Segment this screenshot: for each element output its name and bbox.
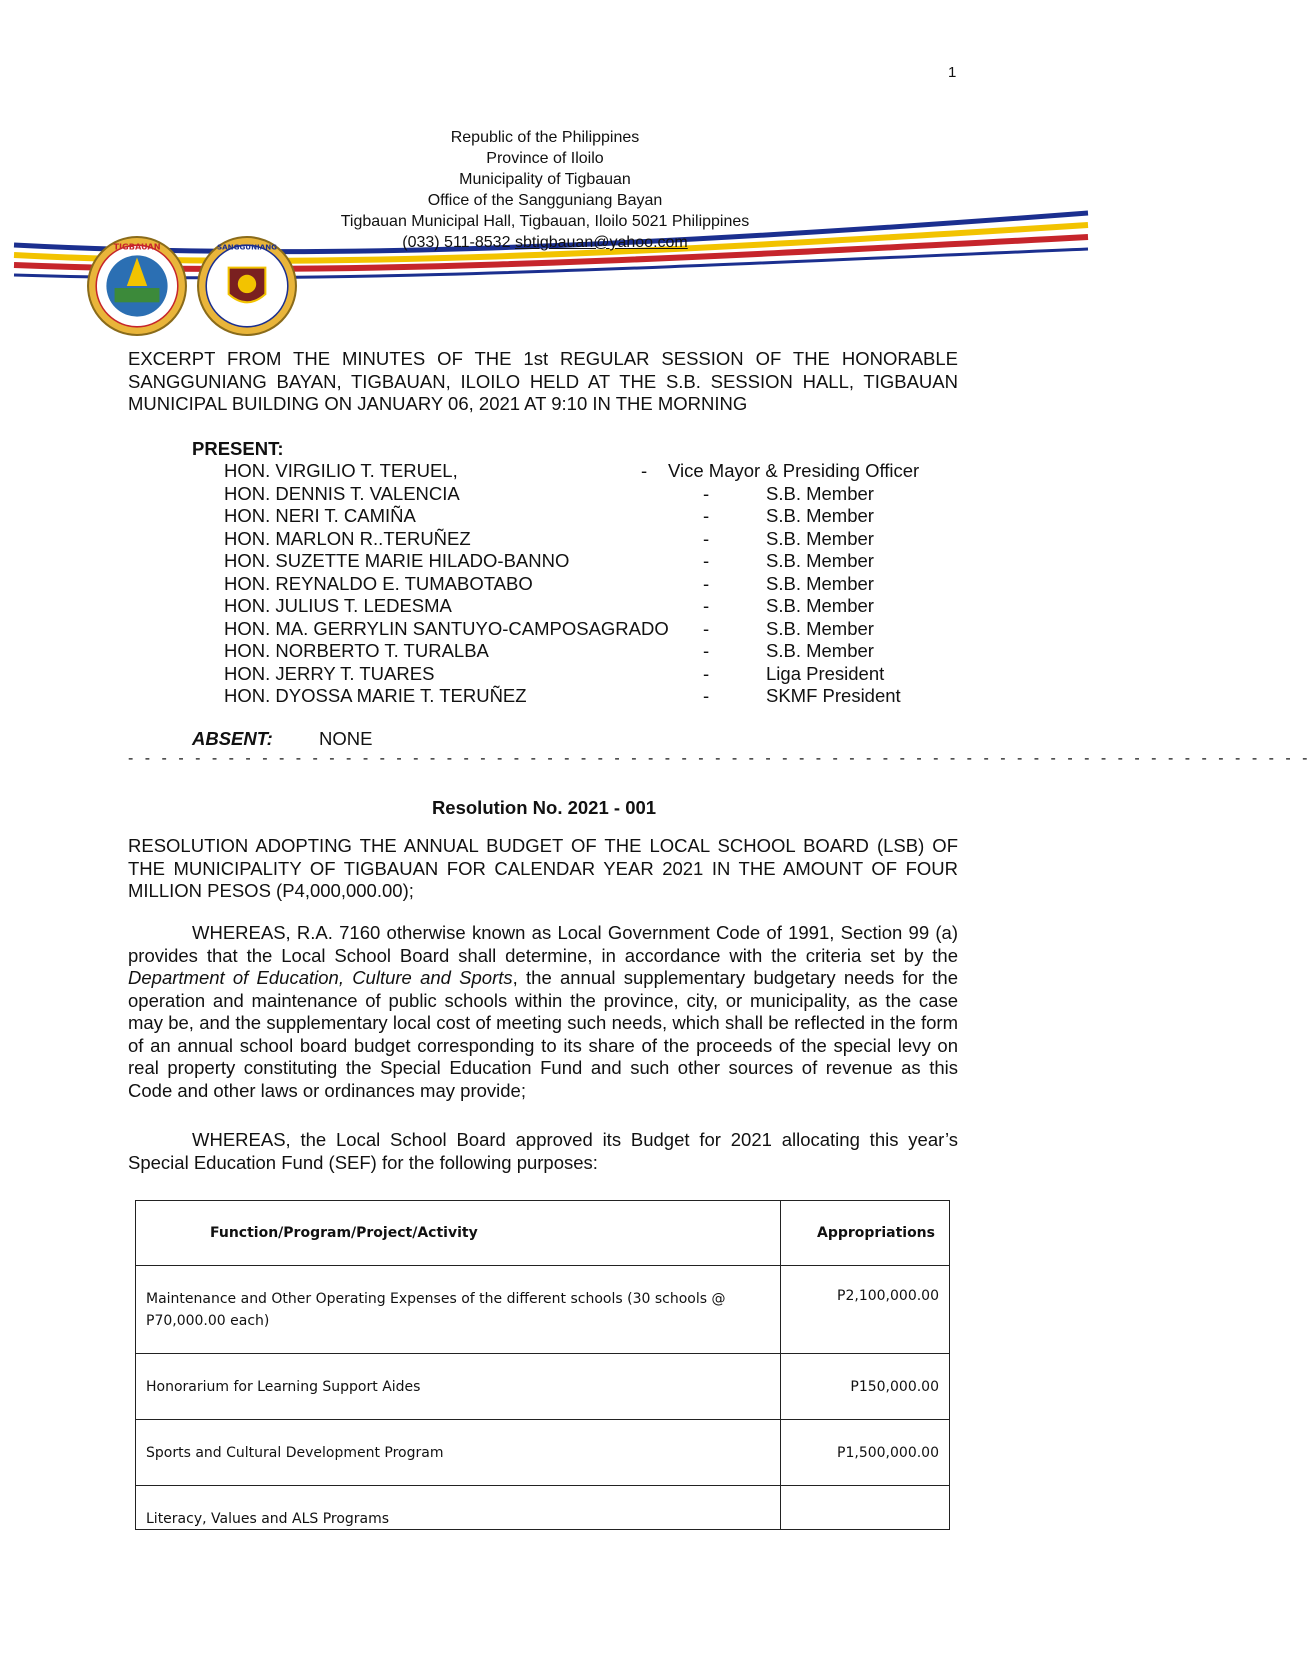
- minutes-intro: EXCERPT FROM THE MINUTES OF THE 1st REGULAR SESSION OF THE HONORABLE SANGGUNIANG BAYAN, TIGBAUAN, ILOILO HELD AT THE S.B. SESSION HALL, TIGBAUAN MUNICIPAL BUILDING ON JANUARY 06, 2021 AT 9:10 IN THE MORNING: [128, 348, 958, 414]
- table-row: [136, 1266, 950, 1354]
- member-name: HON. VIRGILIO T. TERUEL,: [224, 460, 458, 481]
- whereas-paragraph-1: [128, 922, 958, 1102]
- member-role: S.B. Member: [766, 550, 874, 571]
- member-name: HON. JULIUS T. LEDESMA: [224, 595, 452, 616]
- member-name: HON. SUZETTE MARIE HILADO-BANNO: [224, 550, 570, 571]
- letterhead-line: Tigbauan Municipal Hall, Tigbauan, Iloilo 5021 Philippines: [340, 213, 750, 230]
- member-dash: -: [641, 460, 648, 481]
- table-cell-amount: P1,500,000.00: [781, 1420, 950, 1486]
- present-label: PRESENT:: [192, 438, 284, 459]
- table-row: [136, 1354, 950, 1420]
- whereas-paragraph-2: [128, 1129, 958, 1174]
- resolution-title: RESOLUTION ADOPTING THE ANNUAL BUDGET OF THE LOCAL SCHOOL BOARD (LSB) OF THE MUNICIPALITY OF TIGBAUAN FOR CALENDAR YEAR 2021 IN THE AMOUNT OF FOUR MILLION PESOS (P4,000,000.00);: [128, 835, 958, 901]
- member-name: HON. DENNIS T. VALENCIA: [224, 482, 460, 504]
- member-dash: -: [703, 572, 710, 594]
- absent-value: NONE: [319, 728, 373, 749]
- whereas-2-text: WHEREAS, the Local School Board approved its Budget for 2021 allocating this year’s Special Education Fund (SEF) for the following purposes:: [128, 1129, 958, 1173]
- column-header: Appropriations: [781, 1201, 950, 1266]
- letterhead-line: Office of the Sangguniang Bayan: [427, 192, 663, 209]
- table-cell-item: Sports and Cultural Development Program: [136, 1420, 781, 1486]
- phone-number: (033) 511-8532: [402, 234, 511, 251]
- member-dash: -: [703, 482, 710, 504]
- member-name: HON. NERI T. CAMIÑA: [224, 505, 416, 526]
- member-dash: -: [703, 685, 710, 706]
- table-cell-amount: P2,100,000.00: [781, 1266, 950, 1354]
- letterhead: [300, 127, 790, 253]
- member-role: S.B. Member: [766, 482, 874, 504]
- svg-text:SANGGUNIANG: SANGGUNIANG: [216, 242, 278, 252]
- email-link[interactable]: sbtigbauan@yahoo.com: [514, 234, 688, 251]
- member-name: HON. MARLON R..TERUÑEZ: [224, 527, 471, 549]
- svg-text:TIGBAUAN: TIGBAUAN: [113, 241, 161, 252]
- member-name: HON. NORBERTO T. TURALBA: [224, 640, 489, 661]
- member-dash: -: [703, 527, 710, 549]
- whereas-1-text: WHEREAS, R.A. 7160 otherwise known as Local Government Code of 1991, Section 99 (a) provides that the Local School Board shall determine, in accordance with the criteria set by the: [128, 922, 958, 966]
- letterhead-line: Republic of the Philippines: [450, 129, 640, 146]
- section-divider: - - - - - - - - - - - - - - - - - - - - - - - - - - - - - - - - - - - - - - - - - - - - - - - - - - - - - - - - - - - - - - - - - - - - - - -: [128, 750, 1311, 767]
- whereas-1-italic: Department of Education, Culture and Sports: [128, 967, 513, 988]
- table-cell-item: Honorarium for Learning Support Aides: [136, 1354, 781, 1420]
- table-cell-amount: [781, 1486, 950, 1530]
- member-role: S.B. Member: [766, 595, 874, 616]
- member-dash: -: [703, 617, 710, 639]
- budget-table: [135, 1200, 950, 1530]
- contact-line: [300, 232, 790, 253]
- table-header-row: [136, 1201, 950, 1266]
- table-row: [136, 1420, 950, 1486]
- sangguniang-bayan-seal-icon: [196, 235, 298, 337]
- member-dash: -: [703, 505, 710, 526]
- resolution-number: Resolution No. 2021 - 001: [431, 797, 657, 818]
- member-role: S.B. Member: [766, 640, 874, 661]
- table-cell-amount: P150,000.00: [781, 1354, 950, 1420]
- member-role: Vice Mayor & Presiding Officer: [668, 460, 920, 481]
- member-dash: -: [703, 595, 710, 616]
- member-name: HON. JERRY T. TUARES: [224, 662, 435, 684]
- member-name: HON. REYNALDO E. TUMABOTABO: [224, 572, 533, 594]
- member-name: HON. MA. GERRYLIN SANTUYO-CAMPOSAGRADO: [224, 617, 669, 639]
- member-role: Liga President: [766, 662, 885, 684]
- member-role: S.B. Member: [766, 617, 874, 639]
- member-dash: -: [703, 662, 710, 684]
- whereas-1-text-cont: , the annual supplementary budgetary needs for the operation and maintenance of public schools within the province, city, or municipality, as the case may be, and the supplementary local cost of meeting such needs, which shall be reflected in the form of an annual school board budget corresponding to its share of the proceeds of the special levy on real property constituting the Special Education Fund and such other sources of revenue as this Code and other laws or ordinances may provide;: [128, 967, 958, 1101]
- table-cell-item: Maintenance and Other Operating Expenses of the different schools (30 schools @ P70,000.00 each): [136, 1266, 781, 1354]
- member-dash: -: [703, 640, 710, 661]
- letterhead-line: Municipality of Tigbauan: [459, 171, 631, 188]
- municipality-seal-icon: [86, 235, 188, 337]
- member-role: S.B. Member: [766, 572, 874, 594]
- table-cell-item: Literacy, Values and ALS Programs: [136, 1486, 781, 1530]
- letterhead-line: Province of Iloilo: [486, 150, 604, 167]
- absent-label: ABSENT:: [192, 728, 273, 749]
- page-number: 1: [948, 64, 957, 81]
- member-role: SKMF President: [766, 685, 901, 706]
- table-row: [136, 1486, 950, 1530]
- member-role: S.B. Member: [766, 505, 874, 526]
- member-name: HON. DYOSSA MARIE T. TERUÑEZ: [224, 685, 527, 706]
- member-role: S.B. Member: [766, 527, 874, 549]
- member-dash: -: [703, 550, 710, 571]
- column-header: Function/Program/Project/Activity: [136, 1201, 781, 1266]
